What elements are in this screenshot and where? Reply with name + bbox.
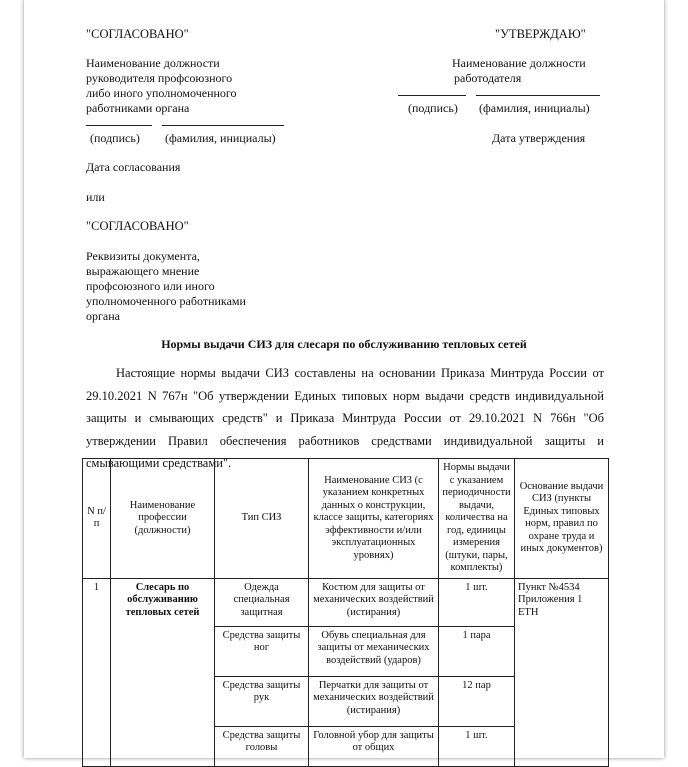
doc-details-line-4: уполномоченного работниками	[86, 294, 246, 308]
doc-details-line-5: органа	[86, 309, 120, 323]
row-number: 1	[83, 578, 111, 766]
header-profession: Наименование профессии (должности)	[111, 459, 215, 579]
left-position-line-4: работниками органа	[86, 101, 190, 115]
signature-caption-left: (подпись)	[90, 131, 140, 145]
siz-name-cell: Головной убор для защиты от общих	[309, 726, 439, 766]
header-norms: Нормы выдачи с указанием периодичности выдачи, количества на год, единицы измерения (штуки, пары, комплекты)	[439, 459, 515, 579]
fio-caption-left: (фамилия, инициалы)	[165, 131, 276, 145]
siz-name-cell: Перчатки для защиты от механических воздействий (истирания)	[309, 676, 439, 726]
approve-heading-right: "УТВЕРЖДАЮ"	[495, 27, 586, 41]
header-number: N п/п	[83, 459, 111, 579]
or-label: или	[86, 190, 105, 204]
siz-norms-table	[82, 458, 609, 767]
fio-caption-right: (фамилия, инициалы)	[479, 101, 590, 115]
signature-line-right	[398, 95, 466, 96]
header-siz-type: Тип СИЗ	[215, 459, 309, 579]
intro-paragraph-text: Настоящие нормы выдачи СИЗ составлены на основании Приказа Минтруда России от 29.10.2021 N 767н "Об утверждении Единых типовых норм выдачи средств индивидуальной защиты и смывающих средств" и Приказа Минтруда России от 29.10.2021 N 766н "Об утверждении Правил обеспечения работников средствами индивидуальной защиты и смывающими средствами".	[86, 366, 604, 470]
basis-cell: Пункт №4534 Приложения 1 ЕТН	[515, 578, 609, 766]
approved-heading-second: "СОГЛАСОВАНО"	[86, 219, 189, 233]
signature-caption-right: (подпись)	[408, 101, 458, 115]
signature-line-left	[86, 125, 152, 126]
siz-name-cell: Костюм для защиты от механических воздействий (истирания)	[309, 578, 439, 626]
norm-cell: 1 шт.	[439, 726, 515, 766]
right-position-line-2: работодателя	[454, 71, 522, 85]
approval-date-label: Дата утверждения	[492, 131, 586, 145]
doc-details-line-3: профсоюзного или иного	[86, 279, 215, 293]
fio-line-right	[476, 95, 600, 96]
fio-line-left	[162, 125, 284, 126]
document-title: Нормы выдачи СИЗ для слесаря по обслуживанию тепловых сетей	[161, 337, 527, 351]
siz-type-cell: Одежда специальная защитная	[215, 578, 309, 626]
document-page	[24, 0, 664, 758]
right-position-line-1: Наименование должности	[452, 56, 586, 70]
agreement-date-label: Дата согласования	[86, 160, 181, 174]
header-basis: Основание выдачи СИЗ (пункты Единых типовых норм, правил по охране труда и иных документов)	[515, 459, 609, 579]
norm-cell: 1 шт.	[439, 578, 515, 626]
left-position-line-1: Наименование должности	[86, 56, 220, 70]
left-position-line-3: либо иного уполномоченного	[86, 86, 237, 100]
doc-details-line-1: Реквизиты документа,	[86, 249, 200, 263]
siz-name-cell: Обувь специальная для защиты от механических воздействий (ударов)	[309, 626, 439, 676]
norm-cell: 12 пар	[439, 676, 515, 726]
approved-heading-left: "СОГЛАСОВАНО"	[86, 27, 189, 41]
profession-cell: Слесарь по обслуживанию тепловых сетей	[111, 578, 215, 766]
siz-type-cell: Средства защиты головы	[215, 726, 309, 766]
siz-type-cell: Средства защиты рук	[215, 676, 309, 726]
doc-details-line-2: выражающего мнение	[86, 264, 200, 278]
siz-type-cell: Средства защиты ног	[215, 626, 309, 676]
table-header-row	[83, 459, 609, 579]
header-siz-name: Наименование СИЗ (с указанием конкретных данных о конструкции, классе защиты, категориях эффективности и/или эксплуатационных уровнях)	[309, 459, 439, 579]
left-position-line-2: руководителя профсоюзного	[86, 71, 233, 85]
norm-cell: 1 пара	[439, 626, 515, 676]
table-row	[83, 578, 609, 626]
